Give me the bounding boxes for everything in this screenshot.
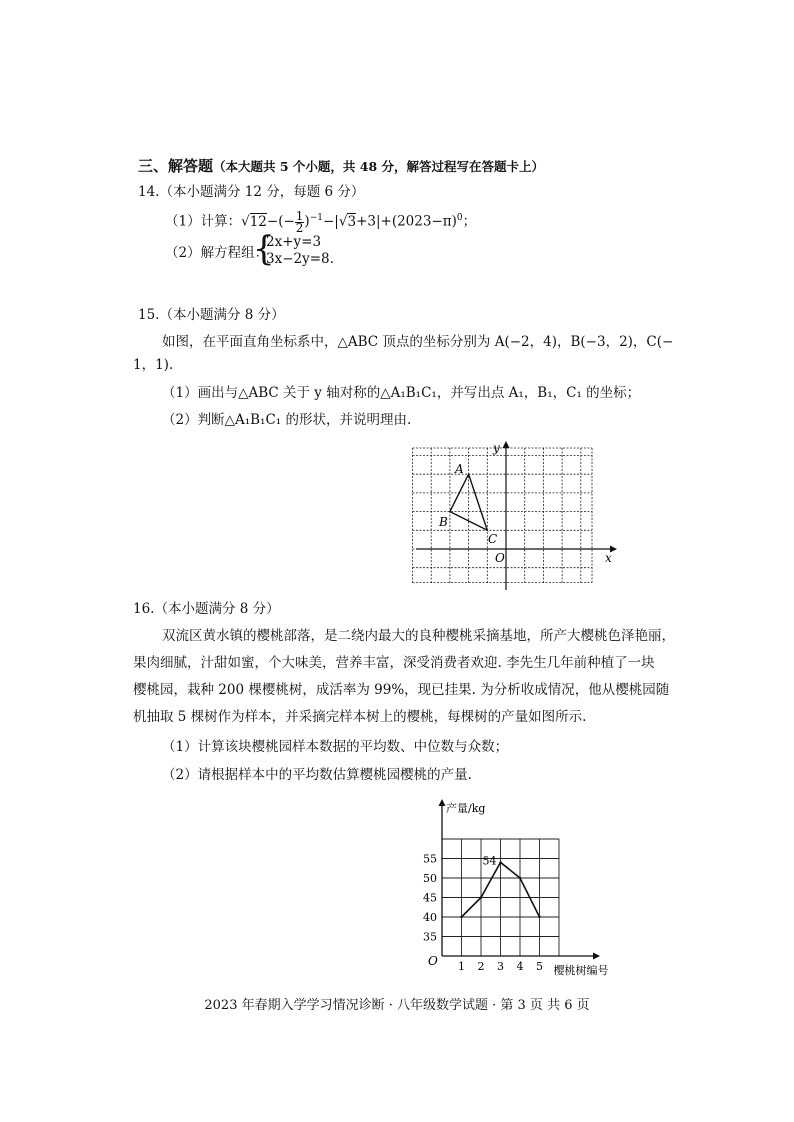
q16-part1: （1）计算该块樱桃园样本数据的平均数、中位数与众数； [162, 739, 509, 755]
data-label: 54 [482, 854, 497, 868]
q16-header: 16.（本小题满分 8 分） [133, 601, 280, 617]
label-y: y [493, 441, 500, 455]
data-point [519, 877, 521, 879]
y-tick-label: 40 [423, 911, 437, 924]
chart-x-arrow-icon [593, 953, 600, 960]
fraction-numerator: 1 [295, 208, 304, 223]
label-b: B [439, 515, 448, 529]
q16-para-line2: 果肉细腻，汁甜如蜜，个大味美，营养丰富，深受消费者欢迎. 李先生几年前种植了一块 [133, 655, 655, 671]
cherry-yield-chart [410, 798, 640, 980]
data-point [499, 861, 501, 863]
x-tick-label: 5 [536, 960, 543, 973]
label-a: A [455, 462, 464, 476]
data-point [480, 896, 482, 898]
left-brace-icon: { [253, 229, 275, 269]
data-point [460, 916, 462, 918]
x-tick-label: 2 [477, 960, 485, 973]
equation-1: 2x+y=3 [266, 234, 322, 250]
q16-para-line3: 樱桃园，栽种 200 棵樱桃树，成活率为 99%，现已挂果. 为分析收成情况，他从樱桃园随 [133, 682, 670, 698]
q14-part1-label: （1）计算： [165, 213, 242, 230]
q16-para-line1: 双流区黄水镇的樱桃部落，是二绕内最大的良种樱桃采摘基地，所产大樱桃色泽艳丽， [162, 628, 675, 644]
q15-part1: （1）画出与△ABC 关于 y 轴对称的△A₁B₁C₁，并写出点 A₁，B₁，C₁ 的坐标； [162, 385, 641, 401]
equation-end: . [329, 251, 334, 267]
q15-part2: （2）判断△A₁B₁C₁ 的形状，并说明理由. [162, 412, 412, 428]
section-title: 三、解答题 [138, 157, 214, 175]
q14-part1-end: ； [462, 213, 477, 230]
data-point [538, 916, 540, 918]
y-tick-label: 45 [423, 891, 437, 905]
fraction-half [295, 208, 305, 235]
q14-header: 14.（本小题满分 12 分，每题 6 分） [138, 184, 365, 200]
chart-y-axis-label: 产量/kg [446, 802, 486, 815]
equation-2 [266, 251, 334, 268]
q15-line2: 1，1). [133, 357, 174, 373]
q14-part2-label: （2）解方程组： [165, 245, 269, 261]
sqrt-sign-icon: √ [241, 213, 250, 230]
chart-axes [439, 799, 601, 960]
exponent-minus-one: −1 [309, 213, 323, 223]
sqrt3-radicand: 3 [347, 213, 357, 230]
y-tick-label: 35 [423, 930, 437, 944]
q14-part1 [165, 206, 476, 234]
chart-y-arrow-icon [439, 799, 446, 806]
exponent-zero: 0 [456, 213, 463, 223]
coordinate-grid-figure [412, 440, 622, 592]
q15-line1: 如图，在平面直角坐标系中，△ABC 顶点的坐标分别为 A(−2，4)，B(−3，2)，C(− [162, 334, 674, 350]
equation-system [266, 234, 334, 268]
q16-para-line4: 机抽取 5 棵树作为样本，并采摘完样本树上的樱桃，每棵树的产量如图所示. [133, 709, 587, 725]
chart-origin-label: O [428, 954, 438, 968]
y-axis-arrow-icon [503, 441, 510, 448]
label-origin: O [495, 551, 505, 565]
x-tick-label: 1 [458, 960, 465, 973]
page-footer: 2023 年春期入学学习情况诊断 · 八年级数学试题 · 第 3 页 共 6 页 [204, 998, 590, 1013]
q14-minus-paren: −(− [266, 213, 295, 230]
sqrt12-radicand: 12 [249, 213, 267, 230]
q16-part2: （2）请根据样本中的平均数估算樱桃园樱桃的产量. [162, 767, 472, 783]
q14-rest: +3|+(2023−π) [356, 213, 457, 230]
x-tick-label: 3 [497, 960, 504, 973]
y-tick-label: 55 [423, 852, 437, 866]
y-tick-label: 50 [423, 872, 437, 885]
label-x: x [605, 551, 612, 565]
chart-x-axis-label: 樱桃树编号 [553, 964, 609, 977]
fraction-denominator: 2 [295, 220, 304, 235]
section-note: （本大题共 5 个小题，共 48 分，解答过程写在答题卡上） [213, 159, 545, 174]
q14-close-paren: ) [304, 213, 310, 230]
sqrt-sign-icon: √ [338, 213, 348, 230]
label-c: C [488, 532, 498, 546]
equation-2-text: 3x−2y=8 [266, 251, 330, 267]
section-header [138, 157, 544, 176]
chart-grid [442, 839, 559, 956]
chart-labels [423, 801, 609, 977]
q15-header: 15.（本小题满分 8 分） [138, 307, 285, 323]
x-tick-label: 4 [516, 960, 524, 973]
q14-abs-open: −| [322, 213, 339, 230]
